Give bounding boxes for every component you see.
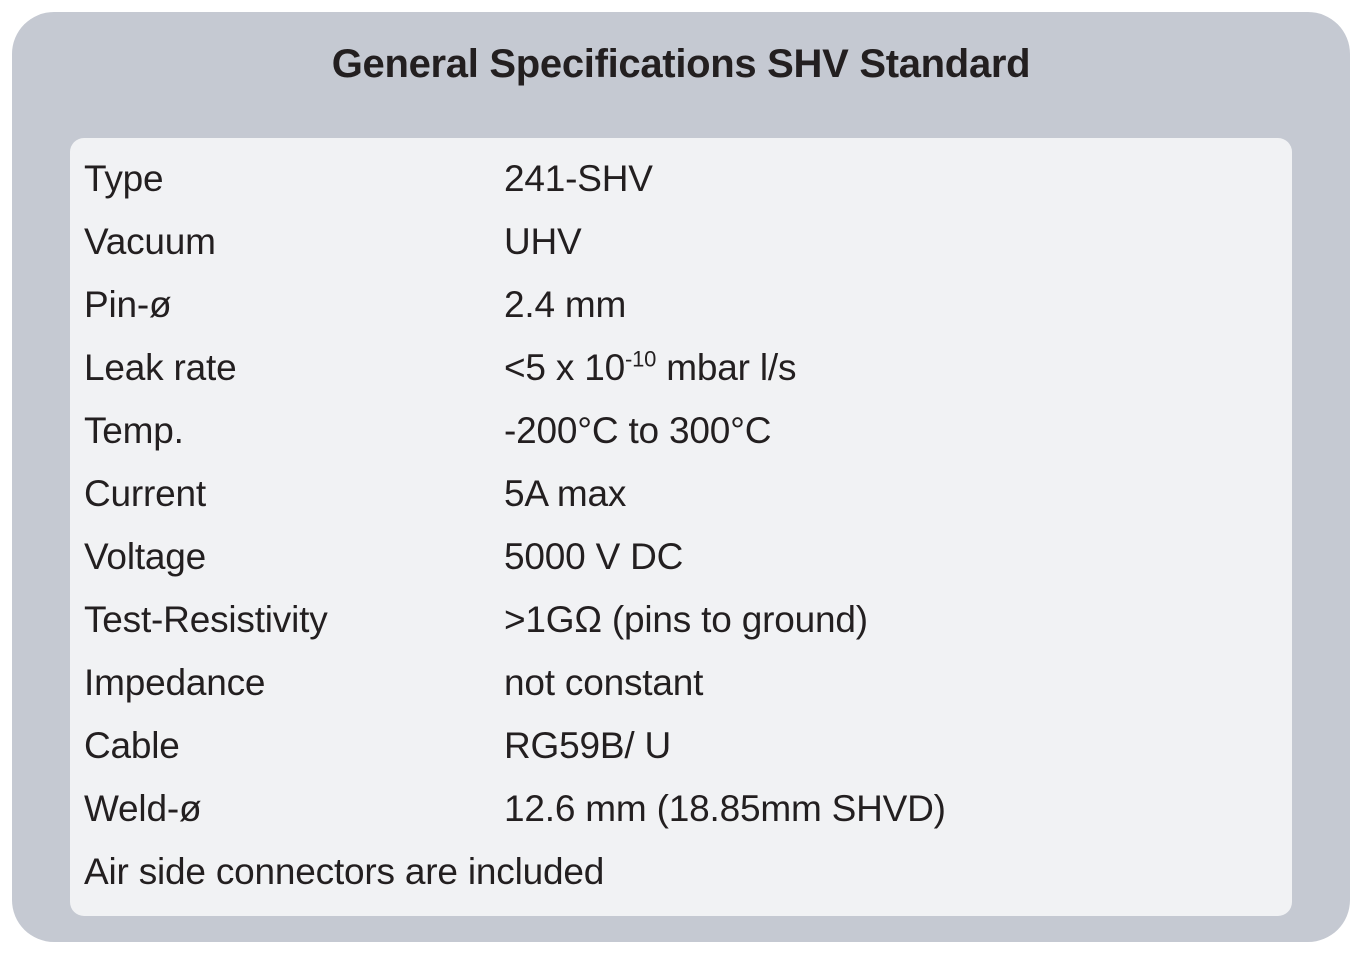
- spec-label: Test-Resistivity: [84, 599, 328, 640]
- spec-label: Current: [84, 473, 206, 514]
- spec-value: 2.4 mm: [504, 284, 627, 325]
- spec-label: Temp.: [84, 410, 184, 451]
- table-row: [84, 284, 1292, 347]
- spec-row-list: [70, 158, 1292, 851]
- spec-label: Weld-ø: [84, 788, 202, 829]
- spec-label: Pin-ø: [84, 284, 172, 325]
- spec-value: 5A max: [504, 473, 627, 514]
- table-row: [84, 221, 1292, 284]
- page-title: General Specifications SHV Standard: [331, 42, 1031, 86]
- footnote: Air side connectors are included: [84, 851, 605, 892]
- table-row: [84, 410, 1292, 473]
- table-row: [84, 158, 1292, 221]
- table-row: [84, 599, 1292, 662]
- spec-label: Cable: [84, 725, 180, 766]
- specifications-table: [70, 138, 1292, 916]
- spec-value: not constant: [504, 662, 704, 703]
- table-row: [84, 788, 1292, 851]
- spec-label: Voltage: [84, 536, 207, 577]
- table-row: [84, 662, 1292, 725]
- spec-value: [504, 347, 796, 389]
- table-row: [84, 347, 1292, 410]
- leak-rate-prefix: <5 x 10: [504, 347, 625, 388]
- spec-value: >1GΩ (pins to ground): [504, 599, 868, 640]
- spec-value: 241-SHV: [504, 158, 653, 199]
- spec-value: 12.6 mm (18.85mm SHVD): [504, 788, 946, 829]
- specifications-card: [12, 12, 1350, 942]
- table-row: [84, 725, 1292, 788]
- spec-label: Leak rate: [84, 347, 237, 388]
- spec-label: Impedance: [84, 662, 266, 703]
- spec-label: Vacuum: [84, 221, 216, 262]
- spec-value: UHV: [504, 221, 582, 262]
- spec-value: -200°C to 300°C: [504, 410, 772, 451]
- leak-rate-exponent: -10: [625, 346, 657, 372]
- spec-value: 5000 V DC: [504, 536, 684, 577]
- leak-rate-suffix: mbar l/s: [656, 347, 797, 388]
- spec-value: RG59B/ U: [504, 725, 672, 766]
- table-row: [84, 536, 1292, 599]
- spec-label: Type: [84, 158, 164, 199]
- table-row: [84, 473, 1292, 536]
